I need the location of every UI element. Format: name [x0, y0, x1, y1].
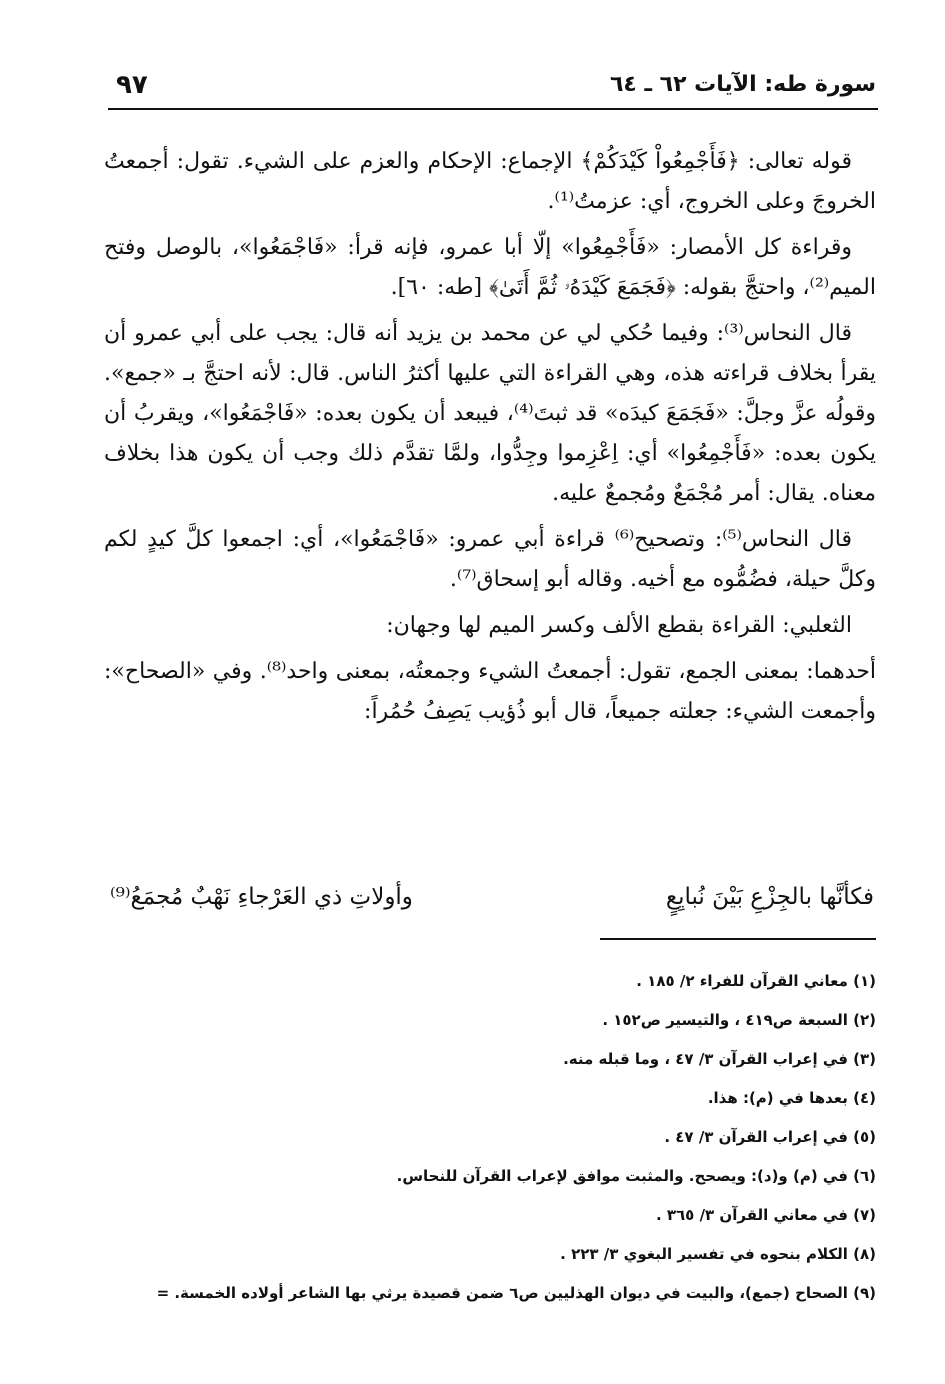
paragraph-1: قوله تعالى: ﴿فَأَجْمِعُواْ كَيْدَكُمْ﴾ الإجماع: الإحكام والعزم على الشيء. تقول: أجمعتُ الخروجَ وعلى الخروج، أي: عزمتُ⁽¹⁾.: [104, 149, 876, 214]
paragraph-2: وقراءة كل الأمصار: «فَأَجْمِعُوا» إلّا أبا عمرو، فإنه قرأ: «فَاجْمَعُوا»، بالوصل وفتح الميم⁽²⁾، واحتجَّ بقوله: ﴿فَجَمَعَ كَيْدَهُۥ ثُمَّ أَتَىٰ﴾ [طه: ٦٠].: [104, 235, 876, 300]
paragraph-6: أحدهما: بمعنى الجمع، تقول: أجمعتُ الشيء وجمعتُه، بمعنى واحد⁽⁸⁾. وفي «الصحاح»: وأجمعت الشيء: جعلته جميعاً، قال أبو ذُؤيب يَصِفُ حُمُراً:: [104, 659, 876, 724]
page-number: ٩٧: [116, 70, 148, 100]
footnote-2: (٢) السبعة ص٤١٩ ، والتيسير ص١٥٢ .: [602, 1011, 876, 1029]
footnote-separator: [600, 938, 876, 940]
footnote-5: (٥) في إعراب القرآن ٣/ ٤٧ .: [664, 1128, 876, 1146]
verse-first-hemistich: فكأنَّها بالجِزْعِ بَيْنَ نُبايِعٍ: [665, 884, 874, 910]
verse-second-hemistich: وأولاتِ ذي العَرْجاءِ نَهْبٌ مُجمَعُ⁽⁹⁾: [110, 884, 413, 910]
paragraph-5: الثعلبي: القراءة بقطع الألف وكسر الميم لها وجهان:: [386, 613, 852, 638]
footnote-3: (٣) في إعراب القرآن ٣/ ٤٧ ، وما قبله منه.: [563, 1050, 876, 1068]
main-text: [104, 142, 876, 738]
poetry-verse: [104, 876, 876, 924]
footnote-6: (٦) في (م) و(د): ويصحح. والمثبت موافق لإعراب القرآن للنحاس.: [396, 1167, 876, 1185]
running-title: سورة طه: الآيات ٦٢ ـ ٦٤: [609, 72, 876, 97]
paragraph-3: قال النحاس⁽³⁾: وفيما حُكي لي عن محمد بن يزيد أنه قال: يجب على أبي عمرو أن يقرأ بخلاف قراءته هذه، وهي القراءة التي عليها أكثرُ الناس. قال: لأنه احتجَّ بـ «جمع». وقولُه عزَّ وجلَّ: «فَجَمَعَ كيدَه» قد ثبتَ⁽⁴⁾، فيبعد أن يكون بعده: «فَاجْمَعُوا»، ويقربُ أن يكون بعده: «فَأَجْمِعُوا» أي: اِعْزِموا وجِدُّوا، ولمَّا تقدَّم ذلك وجب أن يكون هذا بخلاف معناه. يقال: أمر مُجْمَعٌ ومُجمعٌ عليه.: [104, 321, 877, 506]
page-header: [108, 68, 878, 110]
paragraph-4: قال النحاس⁽⁵⁾: وتصحيح⁽⁶⁾ قراءة أبي عمرو: «فَاجْمَعُوا»، أي: اجمعوا كلَّ كيدٍ لكم وكلَّ حيلة، فضُمُّوه مع أخيه. وقاله أبو إسحاق⁽⁷⁾.: [104, 527, 876, 592]
footnote-4: (٤) بعدها في (م): هذا.: [707, 1089, 876, 1107]
footnotes: [104, 966, 876, 1317]
footnote-9: (٩) الصحاح (جمع)، والبيت في ديوان الهذليين ص٦ ضمن قصيدة يرثي بها الشاعر أولاده الخمسة. =: [156, 1284, 876, 1302]
footnote-1: (١) معاني القرآن للفراء ٢/ ١٨٥ .: [636, 972, 876, 990]
footnote-7: (٧) في معاني القرآن ٣/ ٣٦٥ .: [655, 1206, 876, 1224]
footnote-8: (٨) الكلام بنحوه في تفسير البغوي ٣/ ٢٢٣ .: [560, 1245, 876, 1263]
